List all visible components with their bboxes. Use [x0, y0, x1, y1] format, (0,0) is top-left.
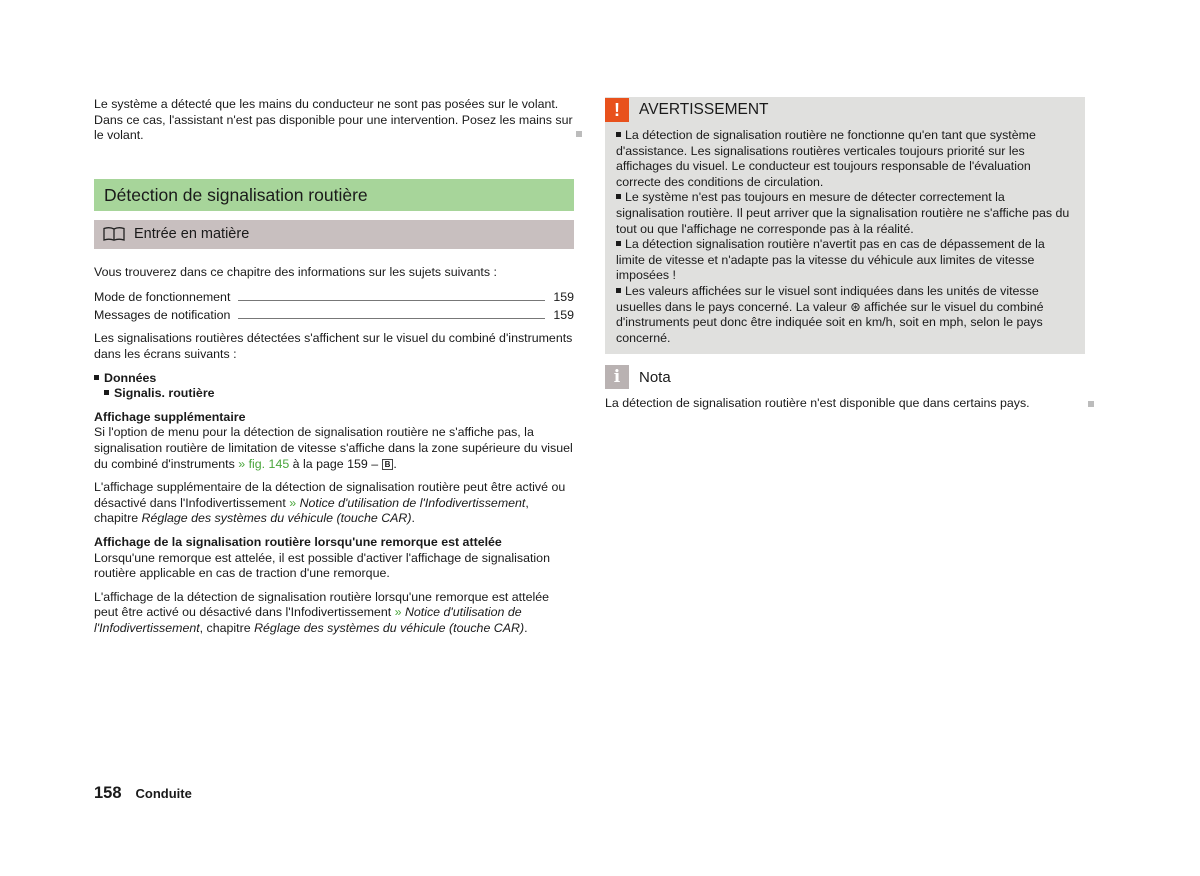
text: , chapitre: [94, 495, 529, 526]
warning-item: [616, 237, 1073, 284]
end-of-section-icon: [1088, 401, 1094, 407]
reference-title: Notice d'utilisation de l'Infodivertissement: [94, 605, 522, 635]
warning-title: AVERTISSEMENT: [639, 101, 769, 119]
text: à la page 159 –: [289, 456, 382, 471]
warning-item-text: Les valeurs affichées sur le visuel sont indiquées dans les unités de vitesse usuelles dans le pays concerné. La valeur ⊛ affichée sur le visuel du combiné d'instruments peut donc être indiquée soit en km/h, soit en mph, selon le pays concerné.: [616, 283, 1044, 345]
text: Si l'option de menu pour la détection de signalisation routière ne s'affiche pas, la signalisation routière de limitation de vitesse s'affiche dans la zone supérieure du visuel du combiné d'instruments: [94, 425, 573, 471]
chapter-name: Conduite: [135, 786, 192, 801]
note-text: La détection de signalisation routière n'est disponible que dans certains pays.: [605, 396, 1030, 411]
note-header: [605, 365, 1085, 389]
menu-item-label: Signalis. routière: [114, 386, 215, 401]
bullet-icon: [104, 390, 109, 395]
trailer-heading: Affichage de la signalisation routière lorsqu'une remorque est attelée: [94, 534, 502, 549]
text: Lorsqu'une remorque est attelée, il est possible d'activer l'affichage de signalisation routière applicable en cas de traction d'une remorque.: [94, 550, 550, 581]
note-title: Nota: [639, 368, 671, 386]
toc-list: [94, 287, 574, 323]
additional-display-heading: Affichage supplémentaire: [94, 409, 246, 424]
reference-link[interactable]: »: [289, 495, 300, 510]
warning-item-text: La détection de signalisation routière ne fonctionne qu'en tant que système d'assistance. Les signalisations routières verticales toujours priorité sur les affichages du visuel. Le conducteur est toujours responsable de l'évaluation correcte des conditions de circulation.: [616, 128, 1036, 189]
text: , chapitre: [199, 620, 255, 635]
warning-icon: !: [605, 98, 629, 122]
toc-page-number: 159: [553, 307, 574, 322]
warning-box: [605, 97, 1085, 354]
text: .: [524, 620, 528, 635]
page-footer: [94, 786, 192, 802]
signals-paragraph: Les signalisations routières détectées s'affichent sur le visuel du combiné d'instruments dans les écrans suivants :: [94, 331, 573, 361]
toc-page-number: 159: [553, 289, 574, 304]
warning-body: [605, 123, 1085, 346]
note-block: [605, 396, 1085, 412]
menu-path-list: [94, 371, 574, 402]
left-column: [94, 97, 574, 644]
chapter-reference: Réglage des systèmes du véhicule (touche CAR): [141, 511, 412, 526]
reference-title: Notice d'utilisation de l'Infodivertissement: [299, 495, 526, 510]
menu-item: [94, 386, 574, 402]
warning-item: [616, 190, 1073, 237]
intro-block: [94, 97, 574, 144]
book-icon: [103, 227, 125, 241]
right-column: [605, 97, 1085, 412]
intro-paragraph: Le système a détecté que les mains du conducteur ne sont pas posées sur le volant. Dans ce cas, l'assistant n'est pas disponible pour une intervention. Posez les mains sur le volant.: [94, 97, 573, 143]
subsection-header: [94, 220, 574, 249]
bullet-icon: [616, 132, 621, 137]
text: .: [411, 511, 415, 526]
text: L'affichage de la détection de signalisation routière lorsqu'une remorque est attelée peut être activé ou désactivé dans l'Infodivertissement: [94, 589, 549, 620]
menu-item: [94, 371, 574, 387]
section-title: Détection de signalisation routière: [94, 179, 574, 211]
info-icon: i: [605, 365, 629, 389]
bullet-icon: [616, 288, 621, 293]
reference-link[interactable]: »: [394, 605, 405, 620]
toc-label: Messages de notification: [94, 307, 231, 322]
toc-row[interactable]: [94, 287, 574, 305]
toc-leader-line: [238, 318, 545, 319]
bullet-icon: [94, 375, 99, 380]
chapter-intro-text: Vous trouverez dans ce chapitre des informations sur les sujets suivants :: [94, 264, 497, 279]
warning-header: [605, 97, 1085, 123]
warning-item: [616, 128, 1073, 190]
text: L'affichage supplémentaire de la détection de signalisation routière peut être activé ou désactivé dans l'Infodivertissement: [94, 480, 566, 510]
warning-item-text: Le système n'est pas toujours en mesure de détecter correctement la signalisation routière. Il peut arriver que la signalisation routière ne s'affiche pas du tout ou que l'affichage ne corresponde pas à la réalité.: [616, 190, 1070, 236]
menu-item-label: Données: [104, 370, 157, 385]
bullet-icon: [616, 194, 621, 199]
toc-leader-line: [238, 300, 545, 301]
page-number: 158: [94, 784, 122, 802]
activation-paragraph: [94, 480, 574, 527]
warning-item: [616, 284, 1073, 346]
subsection-title: Entrée en matière: [134, 225, 250, 242]
bullet-icon: [616, 241, 621, 246]
figure-key-label: B: [382, 459, 394, 470]
toc-label: Mode de fonctionnement: [94, 289, 231, 304]
toc-row[interactable]: [94, 305, 574, 323]
warning-item-text: La détection signalisation routière n'avertit pas en cas de dépassement de la limite de vitesse et n'adapte pas la vitesse du véhicule aux limites de vitesse imposées !: [616, 237, 1045, 283]
end-of-section-icon: [576, 131, 582, 137]
chapter-reference: Réglage des systèmes du véhicule (touche CAR): [254, 620, 525, 635]
figure-link[interactable]: » fig. 145: [238, 456, 290, 471]
additional-display-paragraph: [94, 410, 574, 472]
trailer-paragraph: [94, 535, 574, 582]
text: .: [393, 456, 397, 471]
trailer-activation-paragraph: [94, 590, 574, 637]
